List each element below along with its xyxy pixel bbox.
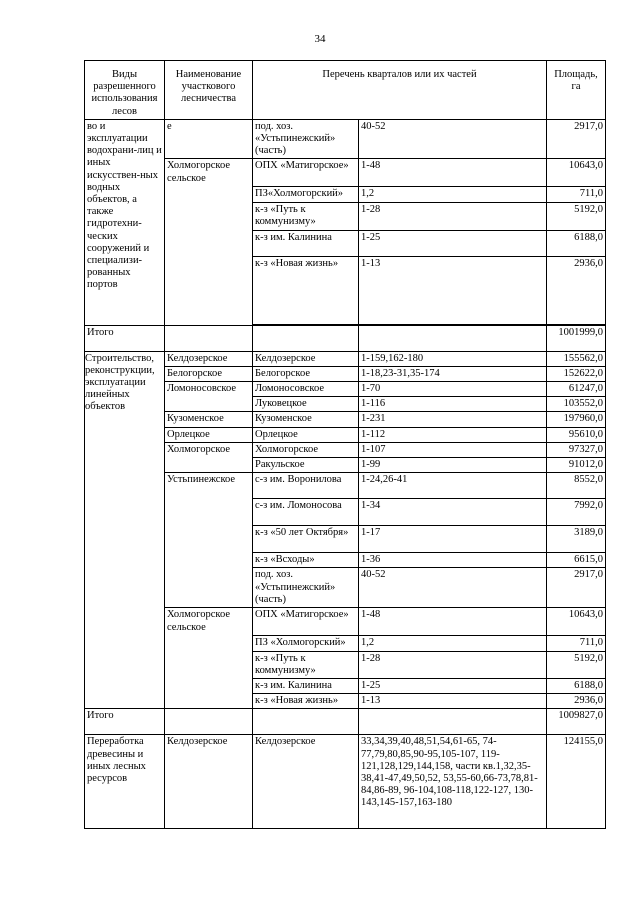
subdivision-cell: с-з им. Ломоносова — [253, 499, 359, 526]
forestry-cell: Келдозерское — [165, 735, 253, 829]
subdivision-cell: ОПХ «Матигорское» — [253, 159, 359, 187]
use-type-cell: Переработка древесины и иных лесных ресурсов — [85, 735, 165, 829]
total-row — [85, 325, 606, 351]
total-label: Итого — [85, 709, 165, 735]
quarters-cell: 1-112 — [359, 427, 547, 442]
subdivision-cell: Келдозерское — [253, 735, 359, 829]
quarters-cell: 1-13 — [359, 256, 547, 324]
area-cell: 3189,0 — [547, 526, 606, 553]
total-area: 1009827,0 — [547, 709, 606, 735]
area-cell: 103552,0 — [547, 397, 606, 412]
quarters-cell: 1-99 — [359, 458, 547, 473]
subdivision-cell: ОПХ «Матигорское» — [253, 608, 359, 636]
forestry-cell: Холмогорское — [165, 442, 253, 472]
quarters-cell: 1-48 — [359, 608, 547, 636]
forestry-cell: Белогорское — [165, 366, 253, 381]
area-cell: 152622,0 — [547, 366, 606, 381]
quarters-cell: 40-52 — [359, 568, 547, 608]
use-type-cell: Строительство, реконструкции, эксплуатации линейных объектов — [85, 351, 165, 709]
quarters-cell: 1-18,23-31,35-174 — [359, 366, 547, 381]
total-area: 1001999,0 — [547, 325, 606, 351]
subdivision-cell: ПЗ«Холмогорский» — [253, 187, 359, 202]
subdivision-cell: Луковецкое — [253, 397, 359, 412]
subdivision-cell: Ракульское — [253, 458, 359, 473]
subdivision-cell: к-з «Всходы» — [253, 553, 359, 568]
subdivision-cell: к-з им. Калинина — [253, 230, 359, 256]
quarters-cell: 33,34,39,40,48,51,54,61-65, 74-77,79,80,85,90-95,105-107, 119-121,128,129,144,158, части кв.1,32,35-38,41-47,49,50,52, 53,55-60,66-73,78,81-84,86-89, 96-104,108-118,122-127, 130-143,145-157,163-180 — [359, 735, 547, 829]
subdivision-cell: под. хоз. «Устьпинежский» (часть) — [253, 568, 359, 608]
subdivision-cell: к-з «Путь к коммунизму» — [253, 651, 359, 678]
quarters-cell: 1,2 — [359, 187, 547, 202]
quarters-cell: 1-25 — [359, 230, 547, 256]
forestry-cell: Холмогорское сельское — [165, 159, 253, 325]
total-label: Итого — [85, 325, 165, 351]
area-cell: 124155,0 — [547, 735, 606, 829]
quarters-cell: 1-116 — [359, 397, 547, 412]
quarters-cell: 1-231 — [359, 412, 547, 427]
area-cell: 97327,0 — [547, 442, 606, 457]
header-quarters: Перечень кварталов или их частей — [253, 61, 547, 120]
subdivision-cell: ПЗ «Холмогорский» — [253, 636, 359, 651]
subdivision-cell: к-з «Новая жизнь» — [253, 694, 359, 709]
quarters-cell: 1-13 — [359, 694, 547, 709]
area-cell: 711,0 — [547, 187, 606, 202]
area-cell: 711,0 — [547, 636, 606, 651]
subdivision-cell: Холмогорское — [253, 442, 359, 457]
quarters-cell: 1-25 — [359, 679, 547, 694]
quarters-cell: 1,2 — [359, 636, 547, 651]
area-cell: 6188,0 — [547, 230, 606, 256]
area-cell: 5192,0 — [547, 202, 606, 230]
area-cell: 91012,0 — [547, 458, 606, 473]
subdivision-cell: Белогорское — [253, 366, 359, 381]
table-row — [85, 351, 606, 366]
quarters-cell: 1-48 — [359, 159, 547, 187]
quarters-cell: 1-28 — [359, 651, 547, 678]
forestry-cell: Ломоносовское — [165, 382, 253, 412]
subdivision-cell: к-з «Новая жизнь» — [253, 256, 359, 324]
forestry-cell: Орлецкое — [165, 427, 253, 442]
forestry-cell: Кузоменское — [165, 412, 253, 427]
use-type-cell: во и эксплуатации водохрани-лиц и иных искусствен-ных водных объектов, а также гидротехни-ческих сооружений и специализи-рованных портов — [85, 119, 165, 325]
subdivision-cell: к-з им. Калинина — [253, 679, 359, 694]
area-cell: 6188,0 — [547, 679, 606, 694]
subdivision-cell: Орлецкое — [253, 427, 359, 442]
total-row — [85, 709, 606, 735]
area-cell: 197960,0 — [547, 412, 606, 427]
area-cell: 5192,0 — [547, 651, 606, 678]
forestry-cell: е — [165, 119, 253, 159]
subdivision-cell: Келдозерское — [253, 351, 359, 366]
header-use-type: Виды разрешенного использования лесов — [85, 61, 165, 120]
area-cell: 6615,0 — [547, 553, 606, 568]
quarters-cell: 1-70 — [359, 382, 547, 397]
area-cell: 10643,0 — [547, 159, 606, 187]
table-row — [85, 735, 606, 829]
quarters-cell: 1-107 — [359, 442, 547, 457]
table-row — [85, 119, 606, 159]
quarters-cell: 40-52 — [359, 119, 547, 159]
forest-use-table — [84, 60, 606, 829]
subdivision-cell: под. хоз. «Устьпинежский» (часть) — [253, 119, 359, 159]
area-cell: 8552,0 — [547, 473, 606, 499]
header-row — [85, 61, 606, 120]
quarters-cell: 1-17 — [359, 526, 547, 553]
quarters-cell: 1-28 — [359, 202, 547, 230]
area-cell: 7992,0 — [547, 499, 606, 526]
area-cell: 2936,0 — [547, 256, 606, 324]
quarters-cell: 1-34 — [359, 499, 547, 526]
quarters-cell: 1-159,162-180 — [359, 351, 547, 366]
quarters-cell: 1-36 — [359, 553, 547, 568]
page-number: 34 — [314, 33, 326, 45]
forestry-cell: Устьпинежское — [165, 473, 253, 608]
area-cell: 10643,0 — [547, 608, 606, 636]
area-cell: 61247,0 — [547, 382, 606, 397]
forestry-cell: Келдозерское — [165, 351, 253, 366]
header-area: Площадь, га — [547, 61, 606, 120]
subdivision-cell: с-з им. Воронилова — [253, 473, 359, 499]
area-cell: 2936,0 — [547, 694, 606, 709]
area-cell: 155562,0 — [547, 351, 606, 366]
header-forestry: Наименование участкового лесничества — [165, 61, 253, 120]
subdivision-cell: Кузоменское — [253, 412, 359, 427]
forestry-cell: Холмогорское сельское — [165, 608, 253, 709]
area-cell: 2917,0 — [547, 119, 606, 159]
area-cell: 2917,0 — [547, 568, 606, 608]
subdivision-cell: к-з «50 лет Октября» — [253, 526, 359, 553]
subdivision-cell: к-з «Путь к коммунизму» — [253, 202, 359, 230]
subdivision-cell: Ломоносовское — [253, 382, 359, 397]
area-cell: 95610,0 — [547, 427, 606, 442]
quarters-cell: 1-24,26-41 — [359, 473, 547, 499]
